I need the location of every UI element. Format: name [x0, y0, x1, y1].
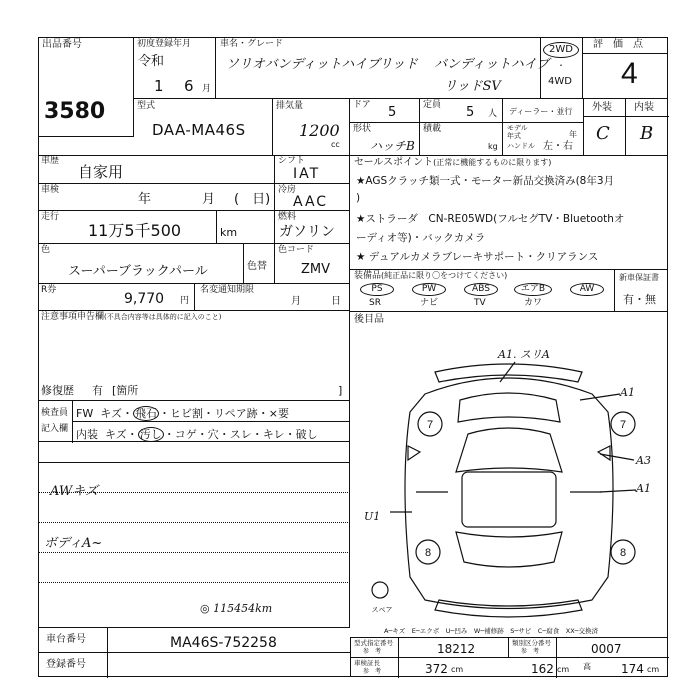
selling-note: (正常に機能するものに限ります): [433, 158, 552, 167]
damage-legend: A─キズ E─エクボ U─凹み W─補修跡 S─サビ C─腐食 XX─交換済: [384, 627, 599, 635]
class-num-sub: 参 考: [521, 648, 540, 655]
selling-title-text: セールスポイント: [354, 157, 434, 168]
plate-label: 登録番号: [38, 653, 108, 678]
displacement-label: 排気量: [276, 101, 304, 111]
equip-leather: カワ: [524, 298, 543, 308]
cautions-cell: [38, 310, 350, 400]
registration-cell: [134, 37, 216, 99]
length-label: 車検証長: [354, 659, 380, 667]
warranty-value: 有・無: [623, 293, 656, 306]
car-damage-diagram: [350, 342, 668, 627]
lot-number: 3580: [44, 99, 106, 124]
notes-area: [38, 442, 350, 627]
car-rear-window: [456, 532, 562, 567]
doors-value: 5: [388, 105, 397, 120]
capacity-cell: [420, 99, 503, 123]
insp-crack: ・ヒビ割: [159, 407, 203, 420]
repair-value: 有: [92, 384, 103, 397]
mileage-divider: [216, 211, 217, 244]
color-code-value: ZMV: [301, 262, 331, 277]
ac-cell: [275, 184, 350, 211]
class-num-label: 類別区分番号: [512, 639, 551, 647]
seats-cell: [350, 312, 668, 342]
height-label: 高: [583, 662, 591, 671]
equip-abs: ABS: [464, 283, 498, 296]
inspection-month: 月: [202, 192, 216, 207]
registration-month-unit: 月: [202, 84, 212, 94]
inspection-label: 車検: [41, 185, 60, 195]
car-roof: [462, 472, 556, 527]
displacement-cell: [273, 99, 350, 155]
length-sub: 参 考: [363, 668, 382, 675]
equip-navi: ナビ: [420, 298, 439, 308]
inspection-cell: [38, 184, 275, 211]
insp-tear: ・破し: [284, 428, 318, 441]
type-label: 型式: [137, 101, 156, 111]
car-hood: [458, 393, 560, 422]
score-label: 評 価 点: [583, 37, 668, 54]
color-code-cell: [275, 244, 350, 284]
model-line1-left: ソリオバンディットハイブリッド: [226, 57, 418, 72]
diagram-left-label: U1: [364, 510, 381, 523]
insp-fw: FW: [76, 407, 94, 420]
drive-sep: ・: [557, 61, 565, 70]
diagram-right3-label: A1: [636, 482, 651, 495]
spare-tire: [372, 582, 388, 598]
fuel-label: 燃料: [278, 212, 297, 222]
car-left-mirror: [408, 446, 420, 460]
inspector-label1: 検査員: [41, 408, 69, 418]
recycle-unit: 円: [180, 296, 190, 306]
tire-rr-value: 8: [619, 547, 627, 559]
recycle-label: R券: [41, 285, 57, 295]
insp-repair: ・リペア跡: [203, 407, 258, 420]
displacement-unit: cc: [331, 140, 340, 149]
color-cell: [38, 244, 275, 284]
equip-pw: PW: [412, 283, 446, 296]
equipment-title: [354, 272, 507, 281]
car-cabin: [456, 428, 562, 472]
cautions-label-text: 注意事項申告欄: [41, 312, 105, 322]
doors-cell: [350, 99, 420, 123]
ac-value: AAC: [293, 194, 329, 210]
color-label: 色: [41, 245, 51, 255]
ext-value: C: [596, 123, 610, 144]
drive-cell: [541, 37, 583, 99]
type-value: DAA-MA46S: [152, 121, 246, 139]
selling-title: [354, 158, 551, 168]
insp-int-dot: ・: [126, 428, 138, 441]
length-value: 372: [425, 662, 448, 676]
selling-line-4: ーディオ等)・バックカメラ: [356, 232, 486, 244]
history-value: 自家用: [78, 163, 124, 181]
displacement-value: 1200: [299, 121, 340, 140]
equip-tv: TV: [474, 298, 486, 308]
note-line-5: [38, 582, 350, 583]
equip-sr: SR: [369, 298, 381, 308]
seats-label: 後目品: [354, 314, 384, 325]
repair-bracket-close: ]: [338, 384, 343, 397]
equip-airbag: エアB: [514, 283, 552, 296]
selling-line-2: ): [356, 192, 361, 204]
ext-label: 外装: [584, 99, 626, 117]
handle-value: 左・右: [543, 141, 573, 152]
equipment-title-text: 装備品: [354, 271, 382, 281]
width-unit: cm: [557, 665, 570, 674]
selling-line-1: ★AGSクラッチ類一式・モーター新品交換済み(8年3月: [356, 175, 615, 187]
lot-cell: [38, 37, 134, 137]
fuel-cell: [275, 211, 350, 244]
equip-aw: AW: [570, 283, 604, 296]
type-cell: [134, 99, 273, 155]
insp-cut: ・キレ: [251, 428, 285, 441]
inspection-year: 年: [138, 192, 152, 207]
chassis-value: MA46S-752258: [170, 635, 277, 651]
capacity-label: 定員: [423, 100, 442, 110]
warranty-cell: [615, 270, 668, 312]
note-body: ボディA~: [44, 536, 103, 551]
inspector-row2: [76, 426, 318, 442]
insp-burn: ・コゲ: [163, 428, 197, 441]
recycle-value: 9,770: [124, 291, 165, 307]
shape-cell: [350, 123, 420, 155]
selling-line-5: ★ デュアルカメラブレーキサポート・クリアランス: [356, 251, 599, 263]
title-expiry-cell: [195, 284, 350, 310]
height-unit: cm: [647, 665, 660, 674]
selling-line-3: ★ストラーダ CN-RE05WD(フルセグTV・Bluetoothオ: [356, 213, 625, 225]
repair-bracket-open: [箇所: [112, 384, 139, 397]
inspector-label2: 記入欄: [41, 424, 69, 434]
repair-label: 修復歴: [41, 384, 74, 397]
height-value: 174: [621, 662, 644, 676]
drive-2wd: 2WD: [543, 42, 579, 58]
int-label: 内装: [626, 99, 669, 117]
title-expiry-label: 名変通知期限: [200, 285, 255, 295]
ac-label: 冷房: [278, 185, 297, 195]
model-year-label-a: モデル: [507, 124, 528, 132]
spare-label: スペア: [371, 607, 393, 614]
model-line2-right: リッドSV: [444, 79, 501, 94]
registration-label: 初度登録年月: [137, 39, 192, 49]
cautions-note: (不具合内容等は具体的に記入のこと): [104, 313, 222, 321]
dealer-label: ディーラー・並行: [509, 107, 573, 116]
dealer-cell: [503, 99, 583, 123]
recycle-cell: [38, 284, 195, 310]
chassis-label: 車台番号: [38, 628, 108, 653]
car-right-mirror: [598, 446, 610, 460]
lot-label: 出品番号: [42, 39, 82, 50]
cautions-label: [41, 313, 221, 322]
model-cell: [216, 37, 550, 99]
score-cell: [583, 37, 668, 99]
diagram-top-label: A1. スリA: [498, 348, 550, 361]
note-odometer: ◎ 115454km: [200, 602, 273, 615]
color-divider: [243, 244, 244, 284]
model-num-label: 型式指定番号: [354, 639, 393, 647]
load-unit: kg: [488, 142, 498, 151]
color-code-label: 色替: [247, 261, 267, 272]
insp-dirty: 汚し: [139, 428, 162, 441]
load-cell: [420, 123, 503, 155]
shift-value: IAT: [293, 166, 321, 182]
score-detail: [583, 99, 668, 155]
diagram-right1-label: A1: [620, 386, 635, 399]
warranty-label: 新車保証書: [619, 273, 659, 282]
model-label: 車名・グレード: [220, 39, 284, 49]
spec-table: [350, 637, 668, 677]
model-year-label-b: 年式: [507, 132, 521, 140]
mileage-cell: [38, 211, 275, 244]
model-year-mark: 年: [569, 130, 577, 139]
registration-month: 6: [184, 77, 194, 95]
registration-era: 令和: [138, 54, 165, 69]
score-value: 4: [621, 57, 638, 90]
mileage-unit: km: [220, 226, 238, 239]
insp-interior: 内装: [76, 428, 98, 441]
drive-4wd: 4WD: [548, 76, 572, 87]
selling-points: [350, 155, 668, 270]
insp-wear: ・スレ: [218, 428, 252, 441]
shape-label: 形状: [353, 124, 372, 134]
shift-cell: [275, 155, 350, 184]
doors-label: ドア: [353, 100, 371, 110]
capacity-unit: 人: [488, 109, 498, 119]
inspector-cell: [38, 400, 350, 442]
insp-scratch: キズ: [100, 407, 122, 420]
insp-hole: ・穴: [196, 428, 219, 441]
pointer-a1-right: [580, 394, 620, 400]
car-body-outline: [405, 378, 613, 609]
tire-fl-value: 7: [426, 419, 434, 431]
note-line-4: [38, 552, 350, 553]
title-expiry-day: 日: [331, 296, 341, 307]
note-line-1: [38, 462, 350, 463]
note-line-3: [38, 522, 350, 523]
int-value: B: [640, 123, 654, 144]
capacity-value: 5: [466, 105, 475, 120]
color-code-title: 色コード: [278, 245, 315, 255]
inspection-day: ( 日): [234, 192, 271, 207]
tire-fr-value: 7: [619, 419, 627, 431]
plate-row: [38, 652, 350, 677]
mileage-value: 11万5千500: [88, 221, 182, 240]
shift-label: シフト: [278, 156, 306, 166]
title-expiry-month: 月: [291, 296, 301, 307]
model-num-sub: 参 考: [363, 648, 382, 655]
equipment-note: (純正品に限り〇をつけてください): [381, 271, 508, 280]
note-aw-scratch: AWキズ: [50, 484, 98, 499]
registration-year: 1: [154, 77, 164, 95]
insp-chip: 飛石: [135, 407, 157, 420]
insp-need: ・×要: [257, 407, 289, 420]
car-front-bumper: [435, 364, 582, 382]
load-label: 積載: [423, 124, 442, 134]
class-num-value: 0007: [591, 642, 622, 656]
equip-ps: PS: [360, 283, 394, 296]
history-cell: [38, 155, 275, 184]
insp-dot1: ・: [122, 407, 133, 420]
inspector-divider: [72, 401, 73, 443]
tire-rl-value: 8: [424, 547, 432, 559]
length-unit: cm: [451, 665, 464, 674]
inspector-row-line: [72, 421, 350, 422]
pointer-a1-side: [600, 490, 636, 492]
model-line1-right: バンディットハイブ: [434, 57, 550, 72]
model-num-value: 18212: [437, 642, 476, 656]
history-label: 車歴: [41, 156, 60, 166]
mileage-label: 走行: [41, 212, 60, 222]
color-value: スーパーブラックパール: [68, 264, 208, 279]
width-value: 162: [531, 662, 554, 676]
inspector-row1: [76, 405, 289, 421]
insp-int-scratch: キズ: [105, 428, 127, 441]
pointer-a1-front: [500, 362, 515, 382]
equipment-cell: [350, 270, 615, 312]
model-year-cell: [503, 123, 583, 155]
fuel-value: ガソリン: [279, 224, 335, 240]
chassis-row: [38, 627, 350, 652]
diagram-right2-label: A3: [636, 454, 651, 467]
shape-value: ハッチB: [370, 139, 415, 153]
handle-label: ハンドル: [507, 142, 535, 150]
